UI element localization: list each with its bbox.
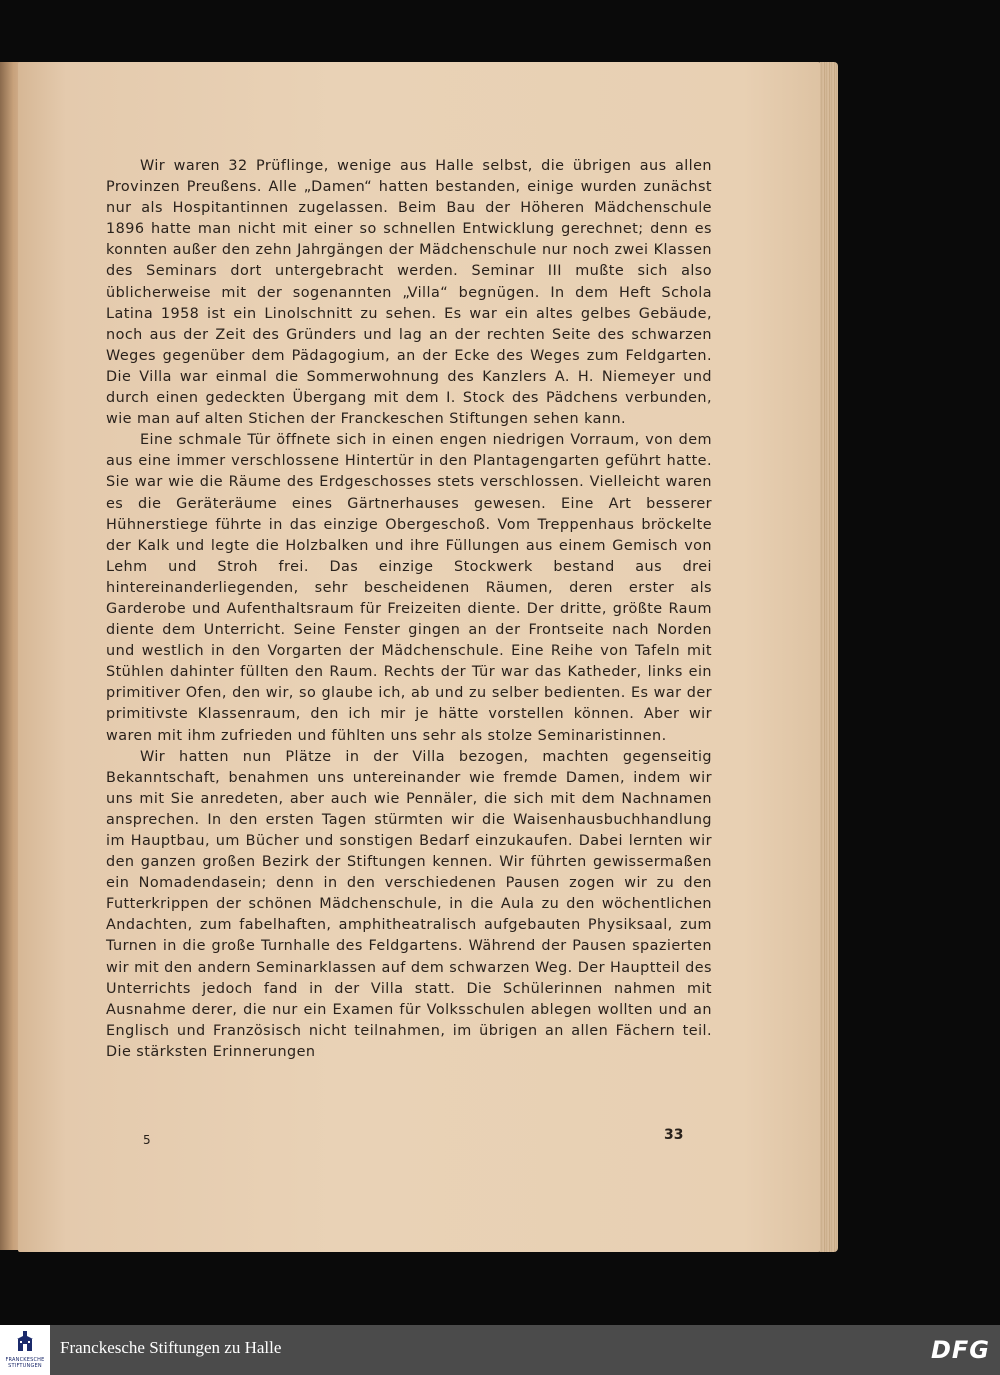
orphanage-emblem-icon — [12, 1329, 38, 1355]
body-text — [106, 156, 712, 1063]
viewer-footer — [0, 1325, 1000, 1375]
page-stack-edge — [820, 62, 838, 1252]
dfg-logo[interactable]: DFG — [930, 1336, 990, 1364]
paragraph-1: Wir waren 32 Prüflinge, wenige aus Halle selbst, die übrigen aus allen Provinzen Preußens. Alle „Damen“ hatten bestanden, einige wurden zunächst nur als Hospitantinnen zugelassen. Beim Bau der Höheren Mädchenschule 1896 hatte man nicht mit einer so schnellen Entwicklung gerechnet; denn es konnten außer den zehn Jahrgängen der Mädchenschule nur noch zwei Klassen des Seminars dort untergebracht werden. Seminar III mußte sich also üblicherweise mit der sogenannten „Villa“ begnügen. In dem Heft Schola Latina 1958 ist ein Linolschnitt zu sehen. Es war ein altes gelbes Gebäude, noch aus der Zeit des Gründers und lag an der rechten Seite des schwarzen Weges gegenüber dem Pädagogium, an der Ecke des Weges zum Feldgarten. Die Villa war einmal die Sommerwohnung des Kanzlers A. H. Niemeyer und durch einen gedeckten Übergang mit dem I. Stock des Pädchens verbunden, wie man auf alten Stichen der Franckeschen Stiftungen sehen kann. — [106, 158, 712, 428]
franckesche-logo[interactable] — [0, 1325, 50, 1375]
institution-name[interactable]: Franckesche Stiftungen zu Halle — [60, 1338, 282, 1357]
logo-text: FRANCKESCHE STIFTUNGEN — [5, 1357, 45, 1369]
page-number: 33 — [664, 1127, 684, 1143]
signature-mark: 5 — [143, 1133, 151, 1147]
paragraph-2: Eine schmale Tür öffnete sich in einen engen niedrigen Vorraum, von dem aus eine immer verschlossene Hintertür in den Plantagengarten geführt hatte. Sie war wie die Räume des Erdgeschosses stets verschlossen. Vielleicht waren es die Geräteräume eines Gärtnerhauses gewesen. Eine Art besserer Hühnerstiege führte in das einzige Obergeschoß. Vom Treppenhaus bröckelte der Kalk und legte die Holzbalken und ihre Füllungen aus einem Gemisch von Lehm und Stroh frei. Das einzige Stockwerk bestand aus drei hintereinanderliegenden, sehr bescheidenen Räumen, deren erster als Garderobe und Aufenthaltsraum für Freizeiten diente. Der dritte, größte Raum diente dem Unterricht. Seine Fenster gingen an der Frontseite nach Norden und westlich in den Vorgarten der Mädchenschule. Eine Reihe von Tafeln mit Stühlen dahinter füllten den Raum. Rechts der Tür war das Katheder, links ein primitiver Ofen, den wir, so glaube ich, ab und zu selber bedienten. Es war der primitivste Klassenraum, den ich mir je hätte vorstellen können. Aber wir waren mit ihm zufrieden und fühlten uns sehr als stolze Seminaristinnen. — [106, 432, 712, 744]
paragraph-3: Wir hatten nun Plätze in der Villa bezogen, machten gegenseitig Bekanntschaft, benahmen uns untereinander wie fremde Damen, indem wir uns mit Sie anredeten, aber auch wie Pennäler, die sich mit dem Nachnamen ansprechen. In den ersten Tagen stürmten wir die Waisenhausbuchhandlung im Hauptbau, um Bücher und sonstigen Bedarf einzukaufen. Dabei lernten wir den ganzen großen Bezirk der Stiftungen kennen. Wir führten gewissermaßen ein Nomadendasein; denn in den verschiedenen Pausen zogen wir zu den Futterkrippen der schönen Mädchenschule, in die Aula zu den wöchentlichen Andachten, zum fabelhaften, amphitheatralisch aufgebauten Physiksaal, zum Turnen in die große Turnhalle des Feldgartens. Während der Pausen spazierten wir mit den andern Seminarklassen auf dem schwarzen Weg. Der Hauptteil des Unterrichts jedoch fand in der Villa statt. Die Schülerinnen nahmen mit Ausnahme derer, die nur ein Examen für Volksschulen ablegen wollten und an Englisch und Französisch nicht teilnahmen, im übrigen an allen Fächern teil. Die stärksten Erinnerungen — [106, 748, 712, 1060]
